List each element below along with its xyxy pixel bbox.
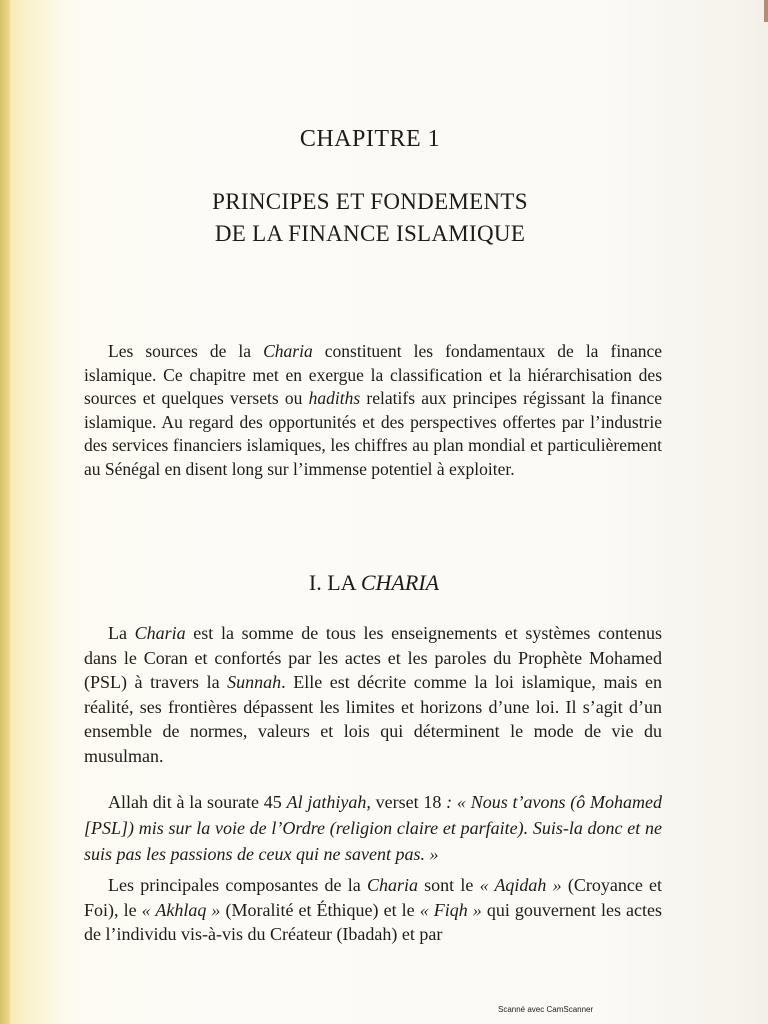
chapter-title xyxy=(0,186,754,250)
chapter-title-line-2: DE LA FINANCE ISLAMIQUE xyxy=(214,221,526,246)
intro-paragraph: Les sources de la Charia constituent les fondamentaux de la finance islamique. Ce chapitre met en exergue la classification et la hiérarchisation des sources et quelques versets ou hadiths relatifs aux principes régissant la finance islamique. Au regard des opportunités et des perspectives offertes par l’industrie des services financiers islamiques, les chiffres au plan mondial et particulièrement au Sénégal en disent long sur l’immense potentiel à exploiter. xyxy=(84,341,662,479)
scan-edge-mark xyxy=(764,0,768,22)
quran-quote-paragraph: Allah dit à la sourate 45 Al jathiyah, verset 18 : « Nous t’avons (ô Mohamed [PSL]) mis sur la voie de l’Ordre (religion claire et parfaite). Suis-la donc et ne suis pas les passions de ceux qui ne savent pas. » xyxy=(84,792,662,864)
scanner-watermark: Scanné avec CamScanner xyxy=(498,1005,594,1014)
charia-definition-paragraph: La Charia est la somme de tous les enseignements et systèmes contenus dans le Coran et confortés par les actes et les paroles du Prophète Mohamed (PSL) à travers la Sunnah. Elle est décrite comme la loi islamique, mais en réalité, ses frontières dépassent les limites et horizons d’une loi. Il s’agit d’un ensemble de normes, valeurs et lois qui déterminent le mode de vie du musulman. xyxy=(84,623,663,766)
book-spine-edge xyxy=(0,0,10,1024)
section-heading: I. LA CHARIA xyxy=(308,570,440,595)
chapter-title-line-1: PRINCIPES ET FONDEMENTS xyxy=(212,189,528,214)
charia-components-paragraph: Les principales composantes de la Charia sont le « Aqidah » (Croyance et Foi), le « Akhlaq » (Moralité et Éthique) et le « Fiqh » qui gouvernent les actes de l’individu vis-à-vis du Créateur (Ibadah) et par xyxy=(84,875,662,944)
chapter-label: CHAPITRE 1 xyxy=(299,126,441,152)
